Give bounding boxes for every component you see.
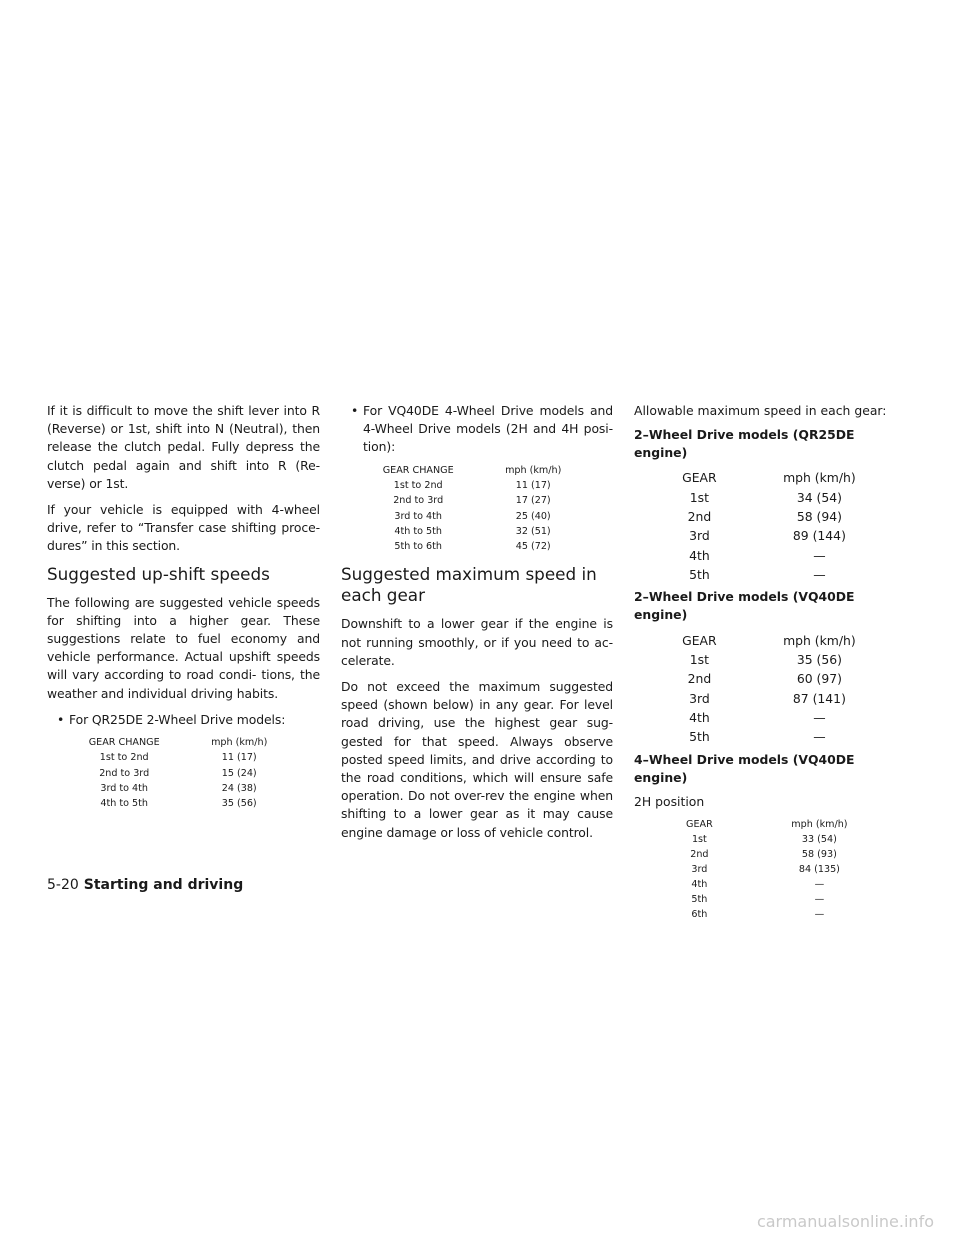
table-row	[649, 877, 889, 892]
table-header-cell: mph (km/h)	[791, 818, 848, 830]
table-cell: —	[813, 547, 826, 563]
table-cell: 3rd to 4th	[100, 783, 149, 795]
bullet-text: For VQ40DE 4-Wheel Drive models and 4-Wheel Drive models (2H and 4H posi- tion):	[363, 403, 613, 455]
table-cell: 3rd to 4th	[394, 510, 443, 522]
table-cell: 4th to 5th	[100, 798, 148, 810]
table-cell: 24 (38)	[221, 783, 257, 795]
subheading-2wd-vq40de: 2–Wheel Drive models (VQ40DE engine)	[634, 589, 855, 623]
subheading-4wd-vq40de: 4–Wheel Drive models (VQ40DE engine)	[634, 751, 855, 785]
table-cell: 1st	[689, 489, 709, 505]
table-row	[649, 727, 889, 746]
table-header-row	[649, 630, 889, 649]
table-cell: 5th	[689, 567, 710, 583]
table-header-row	[363, 463, 593, 478]
table-cell: 5th	[691, 894, 708, 906]
table-header-cell: mph (km/h)	[783, 470, 856, 486]
table-cell: 2nd	[687, 671, 712, 687]
max-speed-intro: Allowable maximum speed in each gear:	[634, 403, 887, 418]
table-row	[649, 669, 889, 688]
table-header-row	[649, 468, 889, 487]
table-cell: —	[814, 894, 825, 906]
page-number: 5-20	[47, 877, 79, 893]
table-cell: 1st to 2nd	[99, 752, 149, 764]
table-row	[649, 650, 889, 669]
table-cell: 32 (51)	[515, 525, 551, 537]
table-row	[69, 796, 299, 811]
table-header-row	[69, 735, 299, 750]
table-cell: 4th	[689, 547, 710, 563]
table-cell: 1st	[691, 833, 707, 845]
table-cell: 15 (24)	[221, 767, 257, 779]
table-row	[649, 507, 889, 526]
table-row	[363, 539, 593, 554]
table-cell: 35 (56)	[221, 798, 257, 810]
table-cell: 4th	[691, 879, 708, 891]
table-row	[363, 478, 593, 493]
table-upshift-vq40de	[363, 463, 593, 555]
table-row	[649, 708, 889, 727]
bullet-dot-icon: •	[57, 711, 65, 727]
table-header-cell: GEAR	[686, 818, 713, 830]
table-row	[649, 689, 889, 708]
table-cell: 58 (94)	[796, 508, 842, 524]
heading-max-speed: Suggested maximum speed in each gear	[341, 564, 597, 606]
table-header-cell: mph (km/h)	[505, 464, 562, 476]
table-header-cell: GEAR	[682, 470, 717, 486]
column-3	[634, 402, 906, 922]
table-row	[363, 509, 593, 524]
table-row	[649, 892, 889, 907]
table-row	[649, 526, 889, 545]
table-cell: 3rd	[689, 690, 710, 706]
table-cell: —	[813, 729, 826, 745]
table-row	[649, 487, 889, 506]
table-cell: 89 (144)	[792, 528, 846, 544]
watermark: carmanualsonline.info	[756, 1212, 934, 1231]
column-1	[47, 402, 320, 812]
table-cell: —	[814, 909, 825, 921]
heading-upshift-speeds: Suggested up-shift speeds	[47, 563, 270, 584]
table-max-2wd-qr25de	[649, 468, 889, 584]
table-cell: 84 (135)	[798, 864, 840, 876]
table-header-cell: GEAR CHANGE	[88, 737, 160, 749]
table-max-2wd-vq40de	[649, 630, 889, 746]
subheading-2wd-qr25de: 2–Wheel Drive models (QR25DE engine)	[634, 427, 855, 460]
section-title: Starting and driving	[83, 877, 244, 893]
table-header-cell: mph (km/h)	[211, 737, 268, 749]
table-cell: 4th to 5th	[394, 525, 442, 537]
position-label: 2H position	[634, 793, 705, 809]
table-cell: 58 (93)	[801, 848, 837, 860]
table-cell: 11 (17)	[515, 480, 551, 492]
bullet-text: For QR25DE 2-Wheel Drive models:	[69, 711, 286, 727]
bullet-qr25de	[47, 711, 320, 729]
table-cell: 2nd to 3rd	[393, 495, 444, 507]
paragraph-max-speed-warning: Do not exceed the maximum suggested speed (shown below) in any gear. For level road driving, use the highest gear sug- gested for that speed. Always observe posted speed limits, and drive according to the road conditions, which will ensure safe operation. Do not over-rev the engine when shifting to a lower gear as it may cause engine damage or loss of vehicle control.	[341, 679, 613, 840]
table-cell: 3rd	[691, 864, 708, 876]
table-cell: 5th	[689, 729, 710, 745]
table-row	[649, 907, 889, 922]
bullet-vq40de	[341, 402, 613, 457]
paragraph-shift-difficulty: If it is difficult to move the shift lever into R (Reverse) or 1st, shift into N (Neutral), then release the clutch pedal. Fully depress the clutch pedal again and shift into R (Re- verse) or 1st.	[47, 403, 320, 491]
table-row	[649, 847, 889, 862]
table-cell: 33 (54)	[801, 833, 837, 845]
table-cell: 6th	[691, 909, 708, 921]
table-cell: 5th to 6th	[394, 541, 442, 553]
table-header-row	[649, 817, 889, 832]
table-cell: 2nd	[690, 848, 709, 860]
table-cell: —	[813, 567, 826, 583]
table-row	[649, 832, 889, 847]
paragraph-downshift: Downshift to a lower gear if the engine is not running smoothly, or if you need to ac- celerate.	[341, 616, 613, 668]
table-row	[363, 493, 593, 508]
table-cell: 1st	[689, 651, 709, 667]
table-cell: 35 (56)	[796, 651, 842, 667]
table-row	[69, 781, 299, 796]
table-row	[649, 546, 889, 565]
table-cell: 87 (141)	[792, 690, 846, 706]
table-row	[69, 750, 299, 765]
page-footer	[47, 875, 243, 895]
table-cell: 25 (40)	[515, 510, 551, 522]
table-row	[69, 766, 299, 781]
table-row	[363, 524, 593, 539]
table-row	[649, 565, 889, 584]
table-cell: 2nd to 3rd	[99, 767, 150, 779]
table-cell: 60 (97)	[796, 671, 842, 687]
table-header-cell: GEAR	[682, 632, 717, 648]
bullet-dot-icon: •	[351, 403, 359, 418]
table-cell: —	[813, 710, 826, 726]
table-cell: —	[814, 879, 825, 891]
paragraph-upshift-intro: The following are suggested vehicle speeds for shifting into a higher gear. These suggestions relate to fuel economy and vehicle performance. Actual upshift speeds will vary according to road condi- tions, the weather and individual driving habits.	[47, 594, 320, 701]
table-header-cell: GEAR CHANGE	[382, 464, 454, 476]
table-cell: 17 (27)	[515, 495, 551, 507]
table-row	[649, 862, 889, 877]
table-cell: 3rd	[689, 528, 710, 544]
table-cell: 34 (54)	[796, 489, 842, 505]
table-max-4wd-2h	[649, 817, 889, 923]
table-cell: 2nd	[687, 508, 712, 524]
table-header-cell: mph (km/h)	[783, 632, 856, 648]
table-cell: 45 (72)	[515, 541, 551, 553]
column-2	[341, 402, 613, 850]
table-cell: 11 (17)	[221, 752, 257, 764]
table-cell: 4th	[689, 710, 710, 726]
table-upshift-qr25de	[69, 735, 299, 811]
table-cell: 1st to 2nd	[393, 480, 443, 492]
paragraph-4wd-reference: If your vehicle is equipped with 4-wheel drive, refer to “Transfer case shifting proce- dures” in this section.	[47, 502, 320, 554]
